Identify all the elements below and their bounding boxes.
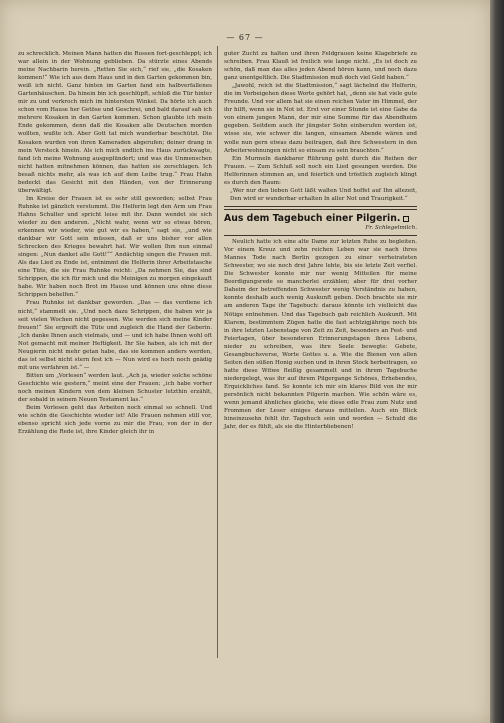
paragraph: Ein Murmeln dankbarer Rührung geht durch die Reihen der Frauen. — Zum Schluß soll noch ein Lied gesungen werden. Die Helferinnen stimmen an, und feierlich und tröstlich zugleich klingt es durch den Raum: [224,155,417,186]
column-divider [217,46,218,658]
paragraph: Im Kreise der Frauen ist es sehr still geworden; selbst Frau Ruhnke ist gänzlich verstummt. Die Helferin legt den Arm um Frau Hahns Schulter und spricht leise mit ihr. Dann wendet sie sich wieder zu den anderen. „Nicht wahr, wenn wir so etwas hören, erkennen wir wieder, wie gut wir es haben,“ sagt sie, „und wie dankbar wir Gott sein müssen, daß er uns bisher vor allen Schrecken des Krieges bewahrt hat. Wir wollen Ihm nun einmal singen: „Nun danket alle Gott!““ Andächtig singen die Frauen mit. Als das Lied zu Ende ist, entnimmt die Helferin ihrer Arbeitstasche eine Tüte, die sie Frau Ruhnke reicht: „Da nehmen Sie, das sind Schrippen, die ich für mich und die Meinigen zu morgen eingekauft habe. Wir haben noch Brot im Hause und können uns ohne diese Schrippen behelfen.“ [18,195,212,299]
article-title [224,213,417,224]
paragraph: zu schrecklich. Meinen Mann hatten die Russen fort-geschleppt; ich war allein in der Wohnung geblieben. Da stürzte eines Abends meine Nachbarin herein. „Retten Sie sich,“ rief sie, „die Kosaken kommen!“ Wie ich aus dem Haus und in den Garten gekommen bin, weiß ich nicht. Ganz hinten im Garten fand ein halbverfallenes Gartenhäuschen. Da hinein bin ich geschlüpft, schloß die Tür hinter mir zu und verkroch mich im hintersten Winkel. Da hörte ich auch schon vom Hause her Getöse und Geschrei, und bald darauf sah ich mehrere Kosaken in den Garten kommen. Schon glaubte ich mein Ende gekommen, denn daß die Kosaken alle Deutschen morden wollten, wußte ich. Aber Gott tat mich wunderbar beschützt. Die Kosaken wurden von ihren Kameraden abgerufen; deiner drang in mein Versteck hinein. Als ich mich endlich ins Haus zurückwagte, fand ich meine Wohnung ausgeplündert; und was die Unmenschen nicht hatten mitnehmen können, das hatten sie zerschlagen. Ich besaß nichts mehr, als was ich auf dem Leibe trug.“ Frau Hahn bedeckt das Gesicht mit den Händen, von der Erinnerung überwältigt. [18,51,212,194]
paragraph: Beim Vorlesen geht das Arbeiten noch einmal so schnell. Und wie schön die Geschichte wieder ist! Alle Frauen nehmen still vor, ebenso spricht sich jede vorne zu mir die Frau, von der in der Erzählung die Rede ist, ihre Kinder gleich ihr in [18,405,212,436]
hymn-verse: „Wer nur den lieben Gott läßt walten Und hoffet auf Ihn allezeit, Den wird er wunderbar erhalten In aller Not und Traurigkeit.“ [230,187,417,202]
square-ornament-icon [403,216,409,222]
rule-line [224,206,417,207]
paragraph: Bitten um „Vorlesen“ werden laut. „Ach ja, wieder solche schöne Geschichte wie gestern,“ meint eine der Frauen; „ich habe vorher noch meinen Kindern von dem kleinen Schuster letzthin erzählt, der sobald in seinem Neuen Testament las.“ [18,372,212,404]
article-title-text: Aus dem Tagebuch einer Pilgerin. [224,213,401,225]
article-author: Fr. Schlegelmilch. [365,225,417,232]
left-column [18,50,212,436]
paragraph: Frau Ruhnke ist dankbar geworden. „Das — das verdiene ich nicht,“ stammelt sie. „Und noch dazu Schrippen, die haben wir ja seit vielen Wochen nicht gegessen. Wie werden sich meine Kinder freuen!“ Sie ergreift die Tüte und zugleich die Hand der Geberin. „Ich danke Ihnen auch vielmals, und — und ich habe Ihnen wohl oft Not gemacht mit meiner Heftigkeit. Ihr Sie haben, als ich mit der Neugierin nicht mehr getan habe, das sie kommen anders werden, das ist selbst nicht stern fest ich — Nun wird es hoch noch gnädig mit uns verfahren ist.“ — [18,300,212,371]
page-edge [490,0,504,723]
right-column [224,50,417,431]
rule-line [224,235,417,236]
rule-line [224,209,417,211]
paragraph: guter Zucht zu halten und ihren Feldgrauen keine Klagebriefe zu schreiben. Frau Klauß ist freilich wie lange nicht. „Es ist doch zu schön, daß man das alles jeden Abend hören kann, und noch dazu ganz unentgeltlich. Die Stadtmission muß doch viel Geld haben.“ [224,51,417,82]
paragraph: Neulich hatte ich eine alte Dame zur letzten Ruhe zu begleiten. Vor einem Kreuz und zehn reichen Leben war sie nach ihres Mannes Tode nach Berlin gezogen zu einer verheirateten Schwester, wo sie noch drei Jahre lebte, bis sie letzte Zeit verfiel. Die Schwester konnte mir nur wenig Mitteilen für meine Beerdigungsrede so mancherlei erzählen; aber für drei vorher Daheim der betreffenden Schwester wenig Verständnis zu haben, konnte deshalb auch wenig Auskunft geben. Doch brachte sie mir am anderen Tage ihr Tagebuch: daraus könnte ich vielleicht das Nötige entnehmen. Und das Tagebuch gab reichlich Auskunft. Mit Klarem, bestimmtem Zügen hatte die fast achtzigjährige noch bis in ihre letzten Lebenstage von Zeit zu Zeit, besonders an Fest- und Feiertagen, über besonderen Erinnerungstagen ihres Lebens, nieder zu schreiben, was ihre Seele bewegte: Gebete, Gesangbuchsverse, Worte Gottes u. a. Wie die Bienen von allen Seiten den süßen Honig suchen und in ihren Stock herbeitragen, so hatte diese Witwe fleißig gesammelt und in ihrem Tagebuche niedergelegt, was ihr auf ihrem Pilgergange Schönes, Erhebendes, Erquickliches fand. So konnte ich mir ein klares Bild von ihr mir persönlich nicht bekannten Pilgerin machen. Wie schön wäre es, wenn jemand ähnliches gleiche, wie diese edle Frau zum Nutz und Frommen der Leser einiges daraus mitteilen. Auch ein Blick hineinzusehn fehlt ihr. Tagebuch sein und worden — Schuld die Jahr, der es fühlt, als sie die Hinterbliebenen! [224,239,417,431]
paragraph: „Jawohl, reich ist die Stadtmission,“ sagt lächelnd die Helferin, die im Vorbeigehen diese Worte gehört hat, „denn sie hat viele gute Freunde. Und vor allem hat sie einen reichen Vater im Himmel, der ihr hilft, wenn sie in Not ist. Erst vor einer Stunde ist eine Gabe da von einem jungen Mann, der mir eine Summe für das Abendheim gegeben. Seitdem auch ihr jüngster Sohn einberufen worden ist, wisse sie, wie schwer die langen, einsamen Abende wären und wolle nun gern etwas dazu beitragen, daß ihre Schwestern in den Arbeiterwohnungen nicht so einsam zu sein brauchten.“ [224,83,417,154]
page-number: — 67 — [226,33,264,42]
